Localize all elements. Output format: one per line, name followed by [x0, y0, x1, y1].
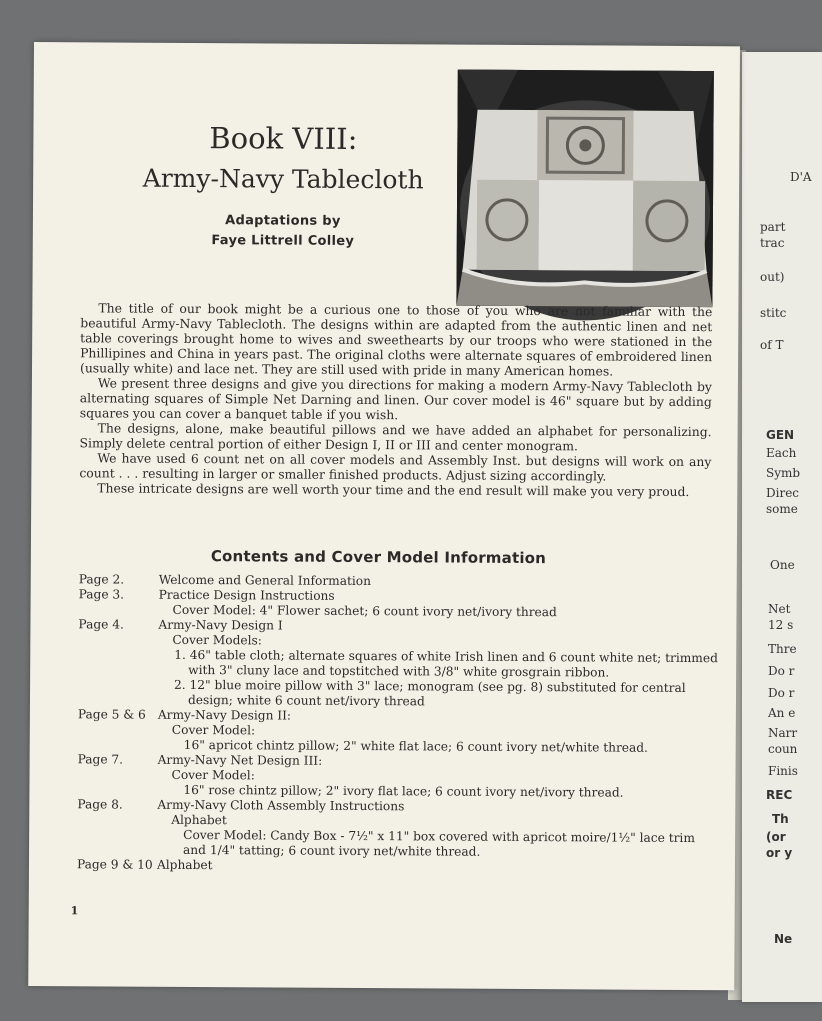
contents-heading: Contents and Cover Model Information: [210, 547, 547, 568]
contents-page-ref: [78, 737, 158, 752]
contents-entry-text: 16" rose chintz pillow; 2" ivory flat lace; 6 count ivory net/ivory thread.: [183, 782, 624, 800]
facing-page-heading: REC: [766, 788, 793, 802]
tablecloth-photo: [456, 70, 713, 308]
facing-page-text: Th: [772, 812, 789, 826]
facing-page-text: 12 s: [768, 618, 794, 632]
contents-page-ref: [77, 782, 157, 797]
facing-page-text: of T: [760, 338, 784, 352]
facing-page-text: trac: [760, 236, 785, 250]
page-number: 1: [70, 904, 79, 918]
contents-entry-text: Cover Model: Candy Box - 7½" x 11" box covered with apricot moire/1½" lace trim and 1/4" tatting; 6 count ivory net/white thread.: [183, 827, 695, 859]
contents-entry-text: Cover Model:: [171, 767, 255, 783]
intro-paragraph: The designs, alone, make beautiful pillows and we have added an alphabet for personalizing. Simply delete central portion of either Design I, II or III and center monogram.: [79, 420, 712, 454]
contents-page-ref: [78, 602, 158, 617]
contents-page-ref: [77, 767, 157, 782]
intro-text: [79, 300, 712, 499]
contents-page-ref: Page 7.: [77, 752, 124, 767]
facing-page-heading: GEN: [766, 428, 795, 442]
contents-page-ref: [78, 722, 158, 737]
contents-row: [78, 677, 718, 711]
facing-page-text: stitc: [760, 306, 787, 320]
facing-page-text: part: [760, 220, 786, 234]
facing-page: [742, 52, 822, 1002]
contents-page-ref: [77, 812, 157, 827]
contents-list: [77, 572, 719, 876]
contents-entry-text: Welcome and General Information: [158, 572, 372, 589]
contents-page-ref: [77, 827, 157, 857]
tablecloth-photo-icon: [456, 70, 713, 308]
contents-row: [77, 827, 717, 861]
contents-entry-text: Cover Model:: [171, 722, 256, 738]
intro-paragraph: The title of our book might be a curious one to those of you who are not familiar with the beautiful Army-Navy Tablecloth. The designs within are adapted from the authentic linen and net table coverings brought home to wives and sweethearts by our troops who were stationed in the Phillipines and China in years past. The original cloths were alternate squares of embroidered linen (usually white) and lace net. They are still used with pride in many American homes.: [79, 300, 713, 379]
book-title: Book VIII:: [209, 121, 358, 156]
facing-page-text: Do r: [768, 686, 795, 700]
facing-page-text: (or: [766, 830, 786, 844]
facing-page-text: or y: [766, 846, 793, 860]
contents-entry-text: Army-Navy Design I: [158, 617, 283, 633]
contents-entry-text: 2. 12" blue moire pillow with 3" lace; monogram (see pg. 8) substituted for central design; white 6 count net/ivory thread: [174, 677, 686, 709]
contents-page-ref: [78, 647, 158, 677]
contents-entry-text: Practice Design Instructions: [158, 587, 335, 603]
facing-page-text: Thre: [768, 642, 797, 656]
facing-page-text: Each: [766, 446, 797, 460]
facing-page-text: Ne: [774, 932, 793, 946]
contents-entry-text: Army-Navy Cloth Assembly Instructions: [157, 797, 405, 814]
credit-line: Adaptations by: [225, 212, 341, 229]
contents-page-ref: Page 5 & 6: [77, 707, 146, 722]
contents-page-ref: Page 8.: [77, 797, 123, 812]
facing-page-text: Symb: [766, 466, 801, 480]
contents-entry-text: 1. 46" table cloth; alternate squares of white Irish linen and 6 count white net; trimmed with 3" cluny lace and topstitched with 3/8" white grosgrain ribbon.: [174, 647, 718, 680]
contents-entry-text: Cover Models:: [172, 632, 262, 648]
facing-page-text: D'A: [790, 170, 812, 184]
contents-entry-text: Army-Navy Net Design III:: [157, 752, 323, 768]
facing-page-text: Net: [768, 602, 791, 616]
contents-page-ref: [78, 632, 158, 647]
facing-page-text: Finis: [768, 764, 798, 778]
contents-entry-text: 16" apricot chintz pillow; 2" white flat lace; 6 count ivory net/white thread.: [183, 737, 648, 755]
booklet-page: [28, 42, 740, 990]
facing-page-text: Do r: [768, 664, 795, 678]
contents-page-ref: Page 3.: [78, 587, 125, 602]
contents-page-ref: [78, 677, 158, 707]
facing-page-text: One: [770, 558, 795, 572]
contents-entry-text: Alphabet: [156, 857, 213, 873]
facing-page-text: An e: [768, 706, 796, 720]
contents-entry-text: Cover Model: 4" Flower sachet; 6 count ivory net/ivory thread: [172, 602, 557, 620]
intro-paragraph: We present three designs and give you directions for making a modern Army-Navy Tablecloth by alternating squares of Simple Net Darning and linen. Our cover model is 46" square but by adding squares you can cover a banquet table if you wish.: [79, 375, 712, 423]
contents-row: [78, 647, 718, 681]
author-name: Faye Littrell Colley: [211, 232, 355, 249]
facing-page-text: coun: [768, 742, 798, 756]
book-subtitle: Army-Navy Tablecloth: [142, 163, 424, 195]
contents-page-ref: Page 9 & 10: [76, 857, 153, 872]
contents-row: [77, 857, 717, 876]
title-block: [103, 120, 464, 249]
facing-page-text: some: [766, 502, 798, 516]
contents-entry-text: Alphabet: [171, 812, 227, 828]
contents-page-ref: Page 4.: [78, 617, 124, 632]
contents-page-ref: Page 2.: [78, 572, 125, 587]
intro-paragraph: These intricate designs are well worth your time and the end result will make you very proud.: [97, 480, 690, 500]
facing-page-text: Narr: [768, 726, 798, 740]
facing-page-text: out): [760, 270, 785, 284]
contents-entry-text: Army-Navy Design II:: [157, 707, 292, 723]
facing-page-text: Direc: [766, 486, 800, 500]
intro-paragraph: We have used 6 count net on all cover models and Assembly Inst. but designs will work on any count . . . resulting in larger or smaller finished products. Adjust sizing accordingly.: [79, 450, 712, 484]
